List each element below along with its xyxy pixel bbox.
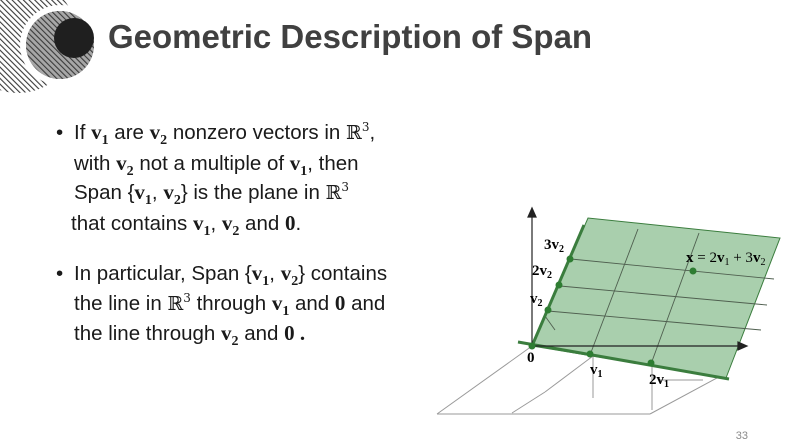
point-v1	[587, 351, 594, 358]
label-2v2: $2v_2$	[532, 263, 552, 281]
label-origin: 0	[527, 350, 535, 366]
page-number: 33	[735, 430, 748, 442]
point-3v2	[567, 256, 574, 263]
label-v1: $v_1$	[590, 362, 603, 380]
label-2v1: $2v_1$	[649, 372, 669, 390]
span-plane-diagram	[430, 200, 806, 425]
logo-hatched-circles	[0, 0, 110, 95]
point-v2	[545, 307, 552, 314]
bullet-list	[56, 118, 476, 349]
point-2v2	[556, 282, 563, 289]
bullet-dot: •	[56, 262, 64, 285]
bullet-line: the line in ℝ$^3$ through $v_1$ and 0 and	[74, 290, 386, 319]
point-origin	[529, 343, 536, 350]
label-v2: $v_2$	[530, 291, 543, 309]
bullet-line: If $v_1$ are $v_2$ nonzero vectors in ℝ$^3$,	[74, 120, 376, 148]
span-plane	[532, 218, 780, 378]
point-x	[690, 268, 697, 275]
label-x-equation: $x = 2v_1 + 3v_2$	[686, 250, 766, 268]
bullet-line: that contains $v_1$, $v_2$ and 0.	[71, 210, 302, 239]
slide-title: Geometric Description of Span	[108, 18, 593, 55]
point-2v1	[648, 360, 655, 367]
bullet-line: with $v_2$ not a multiple of $v_1$, then	[74, 150, 359, 179]
bullet-dot: •	[56, 121, 64, 144]
bullet-span-plane	[56, 118, 476, 238]
bullet-line: Span {$v_1$, $v_2$} is the plane in ℝ$^3$	[74, 180, 350, 208]
bullet-span-lines	[56, 259, 476, 349]
label-3v2: $3v_2$	[544, 237, 564, 255]
bullet-line: In particular, Span {$v_1$, $v_2$} contains	[74, 261, 388, 289]
bullet-line: the line through $v_2$ and 0 .	[74, 321, 306, 349]
